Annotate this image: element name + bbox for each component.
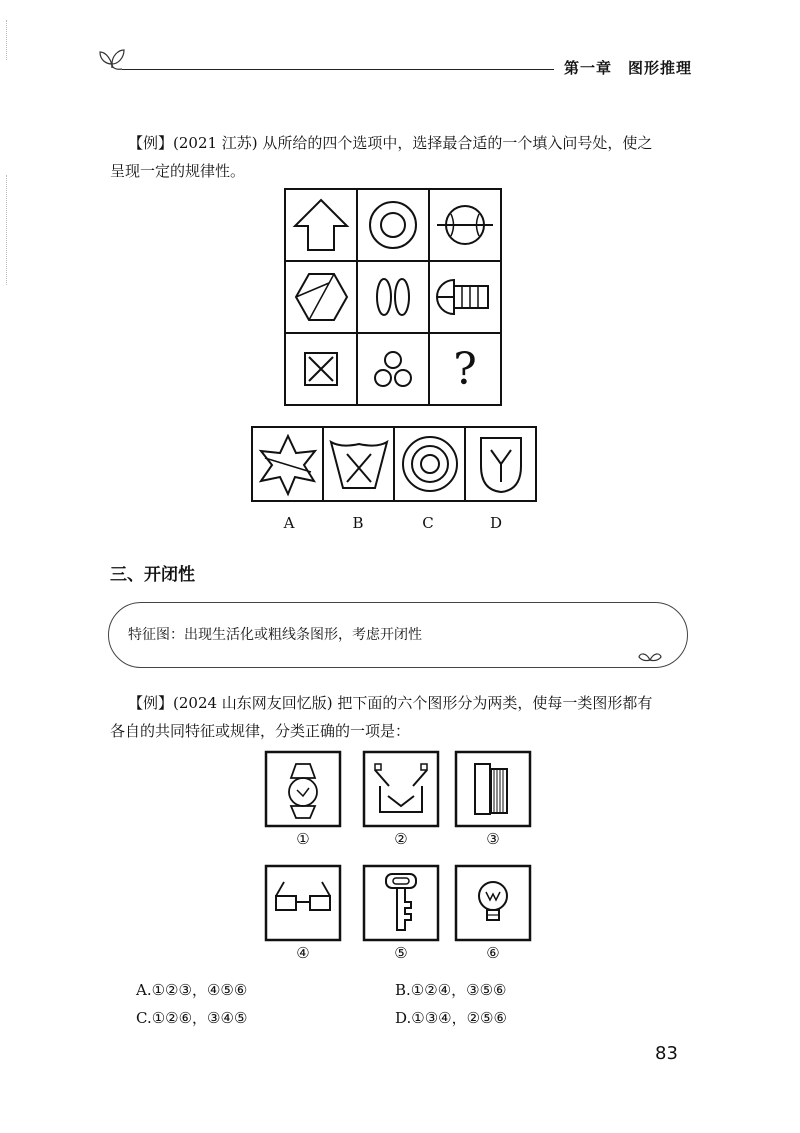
example1-line2: 呈现一定的规律性。 [110,162,246,180]
watch-icon [289,764,317,818]
two-ellipses-icon [377,279,409,315]
answer-text: ①②③，④⑤⑥ [151,981,248,999]
page-number: 83 [655,1043,678,1064]
double-circle-icon [370,202,416,248]
glasses-icon [276,882,330,910]
answer-option-c [136,1007,247,1028]
up-arrow-icon [295,200,347,250]
example2-line1: 【例】(2024 山东网友回忆版) 把下面的六个图形分为两类，使每一类图形都有 [128,694,653,712]
figure-label-4: ④ [296,944,310,962]
figure-label-2: ② [394,830,408,848]
square-x-icon [305,353,337,385]
comb-icon [475,764,508,814]
bolt-icon [437,280,488,314]
answer-letter: D. [395,1009,412,1027]
example1-line1: 【例】(2021 江苏) 从所给的四个选项中，选择最合适的一个填入问号处，使之 [128,134,653,152]
chapter-title: 第一章 图形推理 [564,59,693,77]
figure-label-5: ⑤ [394,944,408,962]
basket-icon [375,764,427,812]
three-circles-icon [375,352,411,386]
answer-text: ①③④，②⑤⑥ [411,1009,507,1027]
light-bulb-icon [479,882,507,920]
answer-text: ①②④，③⑤⑥ [410,981,507,999]
circle-with-line-icon [437,206,493,244]
option-label-a: A [283,514,295,532]
leaf-ornament-icon [638,650,662,664]
figure-label-3: ③ [486,830,500,848]
answer-letter: B. [395,981,411,999]
feature-text: 特征图：出现生活化或粗线条图形，考虑开闭性 [128,627,422,643]
answer-letter: A. [136,981,152,999]
fold-mark [6,20,8,60]
figure-label-1: ① [296,830,310,848]
option-label-d: D [489,514,503,532]
figure-label-6: ⑥ [486,944,500,962]
question-grid [284,188,504,408]
header-rule [122,69,554,70]
option-d-shield-icon [481,438,521,492]
answer-letter: C. [136,1009,152,1027]
leaf-ornament-icon [98,42,126,72]
answer-option-d [395,1007,507,1028]
option-a-star-icon [261,436,315,494]
answer-option-b [395,979,506,1000]
answer-options [251,426,541,504]
option-b-trapezoid-icon [331,442,387,488]
answer-text: ①②⑥，③④⑤ [151,1009,248,1027]
fold-mark [6,175,8,285]
option-label-b: B [352,514,364,532]
question-mark: ? [453,344,477,395]
option-c-concentric-circles-icon [403,437,457,491]
six-figures [262,750,542,946]
example2-line2: 各自的共同特征或规律，分类正确的一项是： [110,722,411,740]
key-icon [386,874,416,930]
option-label-c: C [422,514,434,532]
section-title: 三、开闭性 [110,565,195,585]
answer-option-a [136,979,247,1000]
hexagon-icon [296,274,347,320]
